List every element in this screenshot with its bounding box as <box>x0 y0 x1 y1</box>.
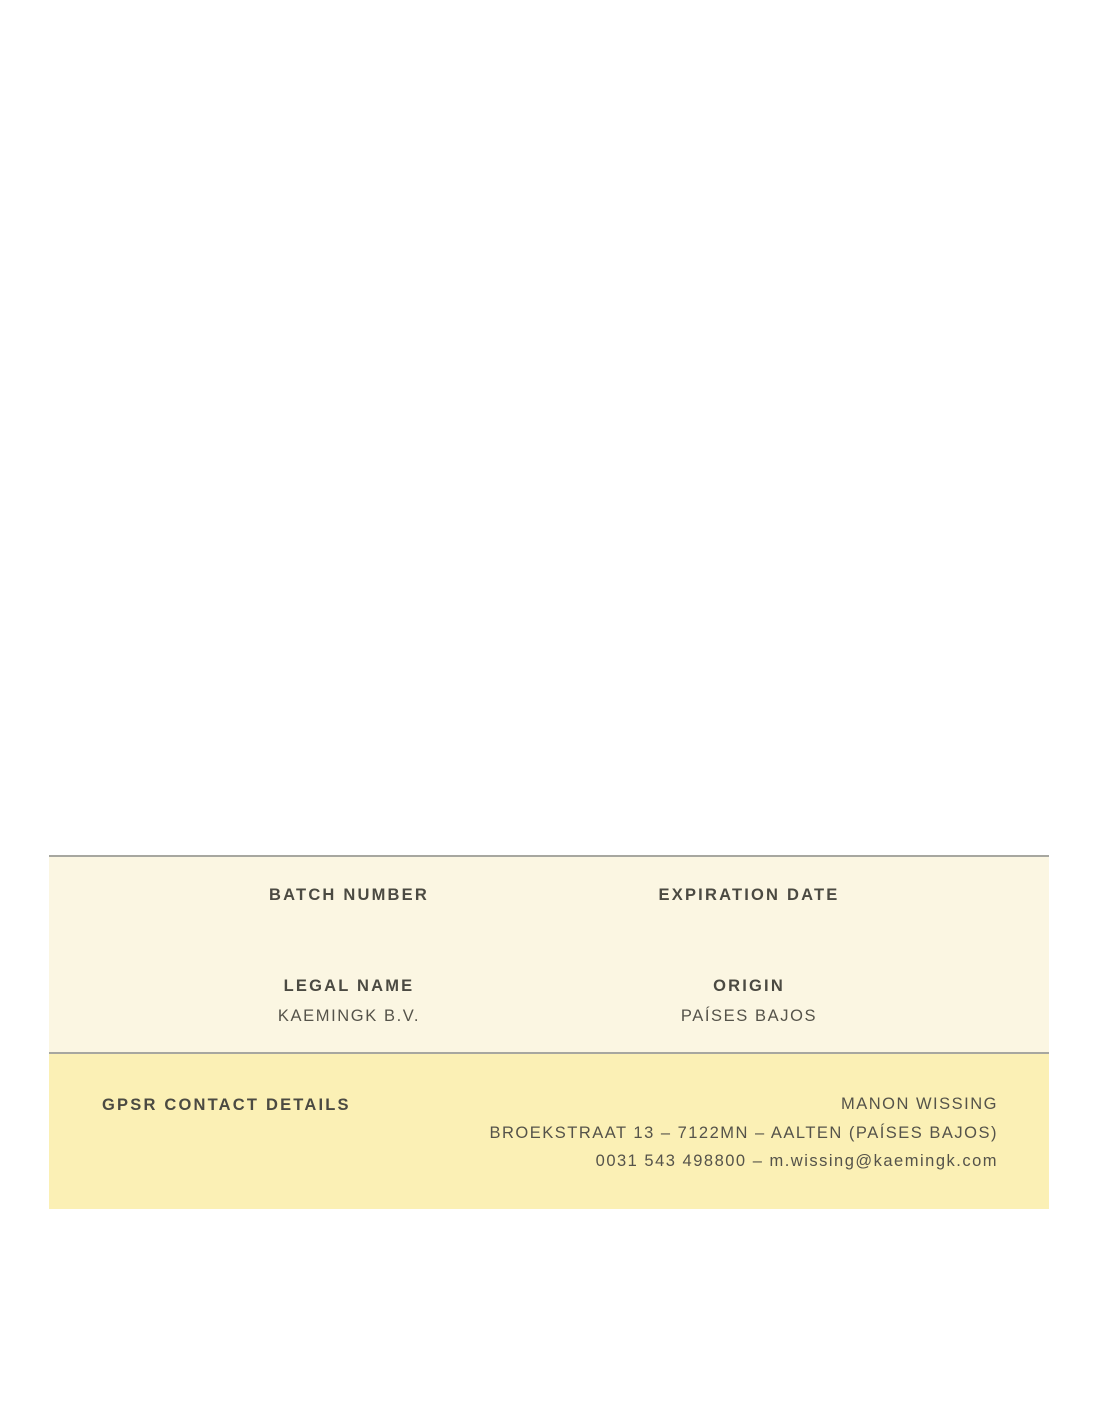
gpsr-contact-panel <box>49 1052 1049 1209</box>
legal-name-label: LEGAL NAME <box>283 977 415 995</box>
batch-number-label: BATCH NUMBER <box>269 886 429 904</box>
info-column-left <box>149 857 549 1052</box>
contact-person-name: MANON WISSING <box>840 1095 998 1113</box>
origin-label: ORIGIN <box>713 977 785 995</box>
info-column-right <box>549 857 949 1052</box>
gpsr-contact-details-title: GPSR CONTACT DETAILS <box>102 1096 351 1114</box>
legal-name-value: KAEMINGK B.V. <box>277 1007 421 1025</box>
contact-address: BROEKSTRAAT 13 – 7122MN – AALTEN (PAÍSES BAJOS) <box>489 1123 998 1142</box>
expiration-date-label: EXPIRATION DATE <box>658 886 840 904</box>
product-info-panel <box>49 855 1049 1052</box>
gpsr-contact-block <box>489 1090 998 1176</box>
contact-phone-email: 0031 543 498800 – m.wissing@kaemingk.com <box>595 1152 998 1170</box>
origin-value: PAÍSES BAJOS <box>680 1007 818 1025</box>
